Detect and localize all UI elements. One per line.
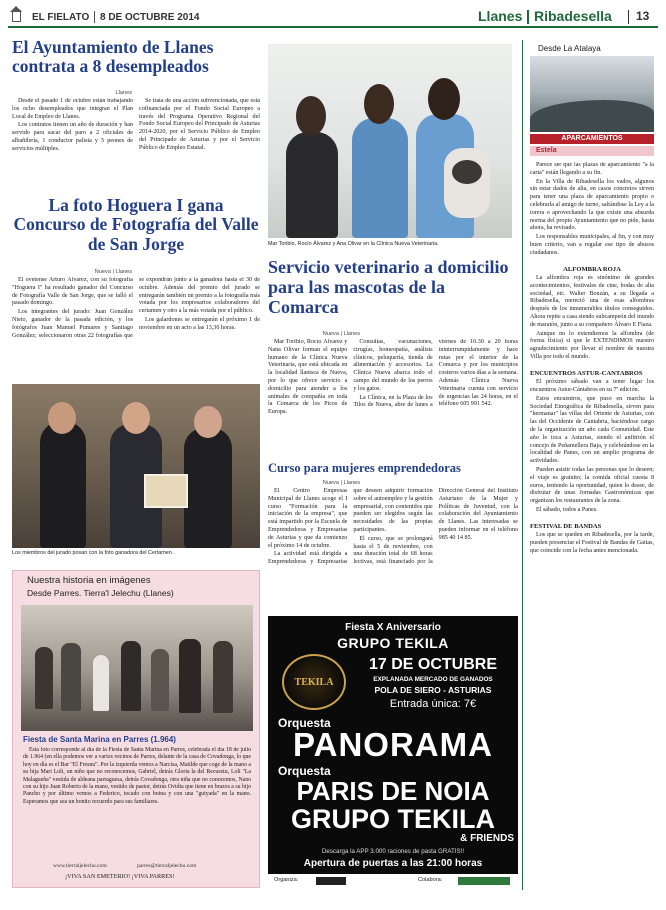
article3-paragraph: Mar Toribio, Rocío Álvarez y Nana Olivar forman el equipo humano de la Clínica Nueva Veterinaria, que está ubicada en la localidad llanisca de Nueva, por lo que ofrece servicio a domicilio para atender a los animales de compañía en toda la Comarca de los Picos de Europa. bbox=[268, 339, 348, 416]
ad-doors: Apertura de puertas a las 21:00 horas bbox=[303, 858, 483, 869]
sidebar-paragraph: Parece ser que las plazas de aparcamiento "a la carta" están llegando a su fin. bbox=[530, 162, 654, 176]
history-photo bbox=[21, 605, 253, 731]
tekila-logo bbox=[282, 654, 346, 710]
article3-byline: Nueva | Llanes bbox=[322, 331, 360, 337]
sidebar-paragraph: El sábado, todos a Panes. bbox=[536, 506, 598, 513]
ad-orq1-label: Orquesta bbox=[278, 716, 331, 730]
ad-line1: Fiesta X Aniversario bbox=[345, 622, 441, 633]
veterinary-photo bbox=[268, 44, 512, 238]
publication-name: EL FIELATO bbox=[32, 12, 90, 23]
sponsor-logo-icon bbox=[458, 877, 510, 885]
article1-byline: Llanes bbox=[115, 90, 132, 96]
page-header bbox=[8, 6, 658, 28]
person-silhouette bbox=[194, 406, 222, 438]
person-silhouette bbox=[40, 422, 86, 548]
ad-orq2-label: Orquesta bbox=[278, 764, 331, 778]
sidebar-paragraph: La alfombra roja es sinónimo de grandes acontecimientos, festivales de cine, bodas de alta sociedad, etc. Walter Bouzán, a su llegada a Ribadesella, mereció una de esas alfombras después de los innumerables títulos conseguidos. Ahora repite a casa siendo subcampeón del mundo de maratón, junto a su compañero Álvaro E Fiaza. bbox=[530, 275, 654, 328]
sidebar-paragraph: El próximo sábado van a tener lugar los encuentros Astur-Cántabros en su 7ª edición. bbox=[530, 379, 654, 393]
tekila-logo-text: TEKILA bbox=[294, 677, 334, 688]
sidebar-subhead-encuentros: ENCUENTROS ASTUR-CANTABROS bbox=[530, 369, 643, 377]
history-web-link[interactable]: www.tierraljelechu.com bbox=[53, 863, 107, 869]
person-silhouette bbox=[352, 118, 408, 238]
coastline-silhouette bbox=[530, 100, 654, 132]
article2-body bbox=[12, 277, 260, 377]
history-subtitle: Desde Parres. Tierra'l Jelechu (Llanes) bbox=[27, 588, 174, 598]
sidebar-section-bar bbox=[530, 134, 654, 144]
article3-paragraph: Consultas, vacunaciones, cirugías, homeopatía, análisis clínicos, peluquería, tienda de alimentación y accesorios. La Clínica Nueva abarca todo el campo del mundo de los perros y los gatos. bbox=[353, 339, 433, 392]
article1-headline: El Ayuntamiento de Llanes contrata a 8 desempleados bbox=[12, 37, 214, 77]
sidebar-subhead-festival: FESTIVAL DE BANDAS bbox=[530, 522, 602, 530]
person-silhouette bbox=[121, 641, 141, 711]
ad-venue1: EXPLANADA MERCADO DE GANADOS bbox=[373, 676, 493, 683]
winning-photo-frame bbox=[144, 474, 188, 508]
history-title: Nuestra historia en imágenes bbox=[27, 575, 151, 586]
dog-silhouette bbox=[452, 160, 482, 184]
person-silhouette bbox=[61, 643, 81, 711]
sidebar-paragraph: Los que se queden en Ribadesella, por la tarde, pueden presenciar el Festival de Bandas de Gaitas, que coincide con la fecha antes mencionada. bbox=[530, 532, 654, 554]
veterinary-photo-caption: Mar Toribio, Rocío Álvarez y Ana Olivar en la Clínica Nueva Veterinaria. bbox=[268, 241, 439, 247]
sidebar-photo bbox=[530, 56, 654, 132]
person-silhouette bbox=[213, 641, 233, 713]
person-silhouette bbox=[179, 639, 201, 713]
person-silhouette bbox=[296, 96, 326, 136]
article2-paragraph: Los integrantes del jurado: Juan González Nieto, ganador de la pasada edición, y los fotógrafos Juan Manuel Pumares y Santiago González; seleccionaron otras 22 fotografías que se expondrán junto a la ganadora hasta el 30 de octubre. Además del premio del jurado se entregarán también un premio a la fotografía más votada por los empresarios colaboradores del certamen y otro a la más votada por el público. bbox=[12, 277, 260, 339]
ad-entry: Entrada única: 7€ bbox=[389, 698, 477, 710]
person-silhouette bbox=[428, 78, 460, 120]
sidebar-paragraph: Aunque no lo extendiemos la alfombra (de forma física) si que le EXTENDIMOS nuestro agradecimiento por llevar el nombre de nuestra Villa por todo el mundo. bbox=[530, 330, 654, 360]
ad-footer bbox=[268, 874, 518, 888]
issue-date: 8 DE OCTUBRE 2014 bbox=[100, 12, 200, 23]
article4-body bbox=[268, 488, 518, 610]
article3-paragraph: La Clínica, en la Plaza de los Tilos de Nueva, abre de lunes a viernes de 10.30 a 20 horas ininterrumpidamente y hace rutas por el interior de la Comarca y por los municipios costeros varios días a la semana. Además Clínica Nueva Veterinaria cuenta con servicio de urgencias las 24 horas, en el teléfono 605 991 542. bbox=[353, 339, 518, 409]
ad-friends: & FRIENDS bbox=[460, 833, 514, 844]
article4-headline: Curso para mujeres emprendedoras bbox=[268, 461, 461, 475]
sidebar-header: Desde La Atalaya bbox=[538, 44, 601, 53]
article2-headline: La foto Hoguera I gana Concurso de Fotografía del Valle de San Jorge bbox=[13, 195, 259, 254]
header-divider-icon bbox=[94, 11, 95, 23]
section-divider-icon bbox=[527, 10, 529, 24]
article1-paragraph: Los contratos tienen un año de duración y han servido para sacar del paro a 2 oficiales de albañilería, 1 conductor palista y 5 peones de servicios múltiples. bbox=[12, 122, 133, 152]
sidebar-author: Estela bbox=[536, 147, 557, 154]
ad-colabora: Colabora: bbox=[418, 877, 443, 883]
jury-photo-caption: Los miembros del jurado posan con la foto ganadora del Certamen. bbox=[12, 550, 174, 556]
article3-body bbox=[268, 339, 518, 457]
sidebar-author-bar bbox=[530, 146, 654, 156]
history-slogan: ¡VIVA SAN EMETERIO! ¡VIVA PARRES! bbox=[65, 873, 175, 880]
ad-venue2: POLA DE SIERO - ASTURIAS bbox=[374, 685, 492, 695]
jury-photo bbox=[12, 384, 260, 548]
history-text: Esta foto corresponde al día de la Fiesta de Santa Marina en Parres, celebrada el día 18 de julio de 1.964 (en ella podemos ver a varios vecinos de Parres, delante de la casa de Covadonga, lo que hoy en día es el Bar "El Fresnu". Por la izquierda vemos a Narcisa, Matilde que coge de la mano a su hija Mari Loli, un niño que no reconocemos, Gabriel, detrás Gloria la del Recuestu, Loli "La Malagueña" vestida de aldeana parraguesa, detrás Covadonga, otra niña que no conocemos, Nano con su hijo Juan Roberto de la mano, vestido de pastor, detrás Ovidia que tiene en brazos a su hijo Pancho y por último vemos a Federico, tocado con boina y con una "guiyada" en la mano. Esperamos que sea un bonito recuerdo para sus familiares. bbox=[23, 747, 251, 805]
home-roof-icon bbox=[10, 6, 22, 12]
article4-paragraph: La actividad está dirigida a Emprendedoras y Empresarias que deseen adquirir formación sobre el autoempleo y la gestión empresarial, con contenidos que pueden ser elegidos según las necesidades de las propias participantes. bbox=[268, 488, 433, 566]
person-silhouette bbox=[35, 647, 53, 709]
article1-paragraph: Desde el pasado 1 de octubre están trabajando los ocho desempleados que integran el Plan Local de Empleo de Llanes. bbox=[12, 98, 133, 120]
article2-byline: Nueva | Llanes bbox=[94, 269, 132, 275]
sidebar-section-title: APARCAMIENTOS bbox=[561, 135, 623, 142]
person-silhouette bbox=[286, 132, 338, 238]
ad-promo: Descarga la APP 3.000 raciones de pasta GRATIS!! bbox=[321, 848, 465, 855]
history-email-link[interactable]: parres@tierraljelechu.com bbox=[137, 863, 197, 869]
person-silhouette bbox=[151, 649, 169, 711]
history-caption-title: Fiesta de Santa Marina en Parres (1.964) bbox=[23, 735, 176, 744]
person-silhouette bbox=[93, 655, 109, 711]
sidebar-body bbox=[530, 162, 654, 888]
person-silhouette bbox=[184, 428, 232, 548]
section-ribadesella: Ribadesella bbox=[534, 8, 612, 24]
tekila-ad[interactable] bbox=[268, 616, 518, 888]
person-silhouette bbox=[48, 402, 76, 434]
sidebar-paragraph: En la Villa de Ribadesella los vados, algunos sin estar dados de alta, en casos concretos sirven para tener una plaza de aparcamiento propio o celebrarla al amigo de turno, saltándose la Ley a la torera o aprovechando la que existe una absurda norma del propio Ayuntamiento que no pide, hasta ahora, ha revisado. bbox=[530, 178, 654, 232]
article1-body bbox=[12, 98, 260, 193]
article4-paragraph: El curso, que se prolongará hasta el 5 de noviembre, con una duración total de 68 horas lectivas, está financiado por la Dirección General del Instituto Asturiano de la Mujer y Políticas de Juventud, con la colaboración del Ayuntamiento de Llanes. Las interesadas se pueden informar en el teléfono 985 40 14 85. bbox=[353, 488, 518, 566]
sidebar-paragraph: Estos encuentros, que puso en marcha la Sociedad Etnográfica de Ribadesella, sirven para "hermanar" las villas del Oriente de Asturias, con las del Occidente de Cantabria, haciéndose cargo de la organización un año cada Comunidad. Este año le toca a Asturias, siendo el anfitrión el concejo de Peñamellera Baja, y celebrándose en la localidad de Panes, con un amplio programa de actividades. bbox=[530, 395, 654, 465]
ad-orq1-name: PANORAMA bbox=[293, 726, 493, 763]
ad-organiza: Organiza: bbox=[274, 877, 299, 883]
ad-date: 17 DE OCTUBRE bbox=[368, 656, 498, 673]
sidebar-subhead-alfombra: ALFOMBRA ROJA bbox=[563, 265, 621, 273]
article4-paragraph: El Centro Empresas Municipal de Llanes acoge el I curso "Formación para la iniciación de la empresa", que está impartido por la Escuela de Emprendedoras y Empresarias de Asturias y que da comienzo el próximo 14 de octubre. bbox=[268, 488, 348, 549]
organizer-logo-icon bbox=[316, 877, 346, 885]
ad-line2: GRUPO TEKILA bbox=[337, 635, 449, 651]
article2-paragraph: El ovetense Arturo Álvarez, con su fotografía "Hoguera I" ha resultado ganador del Concurso de Fotografía Valle de San Jorge, que se falló el pasado domingo. bbox=[12, 277, 133, 307]
page-number: 13 bbox=[636, 9, 650, 23]
page-number-divider-icon bbox=[628, 10, 629, 24]
history-box bbox=[12, 570, 260, 888]
ad-band: GRUPO TEKILA bbox=[290, 804, 495, 834]
ad-orq2-name: PARIS DE NOIA bbox=[296, 776, 490, 806]
sidebar-paragraph: Los responsables municipales, al fin, y con muy buen criterio, van a regular ese tipo de abusos ciudadanos. bbox=[530, 234, 654, 256]
sidebar-rule bbox=[522, 40, 523, 890]
article4-byline: Nueva | Llanes bbox=[322, 480, 360, 486]
person-silhouette bbox=[122, 402, 150, 434]
article3-headline: Servicio veterinario a domicilio para las mascotas de la Comarca bbox=[268, 257, 509, 317]
article1-paragraph: Se trata de una acción subvencionada, que está cofinanciada por el Fondo Social Europeo a través del Programa Operativo Regional del Fondo Social Europeo del Principado de Asturias 2014-2020, por el Servicio Público de Empleo del Principado de Asturias y por el Servicio Público de Empleo Estatal. bbox=[139, 98, 260, 151]
article2-paragraph: Los galardones se entregarán el próximo 1 de noviembre en un acto a las 13,30 horas. bbox=[139, 316, 260, 331]
person-silhouette bbox=[364, 84, 394, 124]
section-llanes: Llanes bbox=[478, 8, 523, 24]
sidebar-paragraph: Pueden asistir todas las personas que lo deseen; el viaje es gratuito; la comida oficial cuesta 8 euros, teniendo la oportunidad, quien lo desee, de disfrutar de unas Jornadas Gastronómicas que organizan los restaurantes de la zona. bbox=[530, 466, 654, 505]
